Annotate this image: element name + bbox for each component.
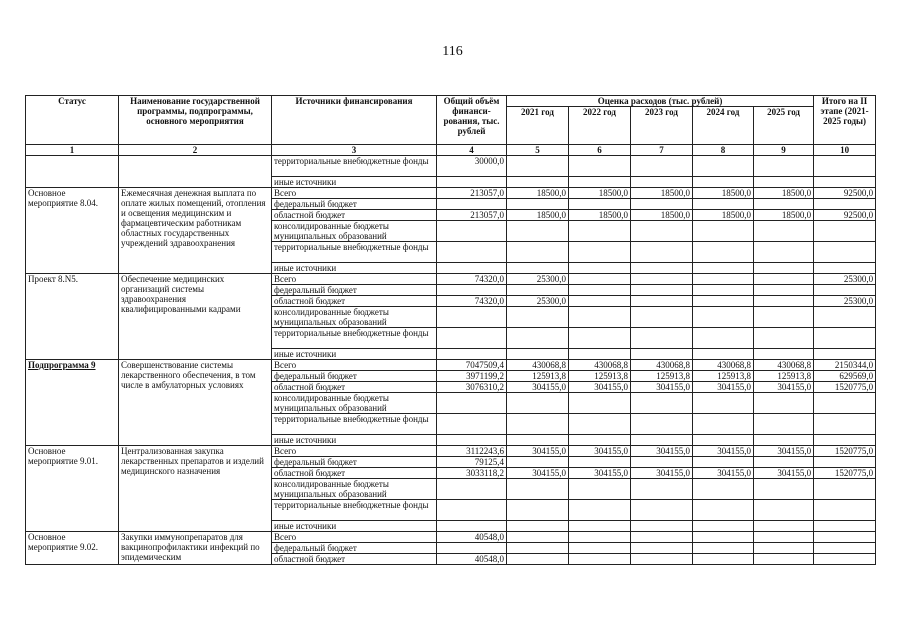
stage-total-cell [814,328,876,349]
total-cell [437,349,507,360]
year-value-cell [754,328,814,349]
year-value-cell [631,199,693,210]
column-number: 2 [119,145,272,156]
year-value-cell: 125913,8 [693,371,754,382]
year-value-cell [693,500,754,521]
year-value-cell [693,435,754,446]
year-value-cell [569,221,631,242]
source-cell: федеральный бюджет [272,543,437,554]
source-cell: Всего [272,360,437,371]
source-cell: Всего [272,274,437,285]
year-value-cell: 430068,8 [693,360,754,371]
name-cell: Закупки иммунопрепаратов для вакцинопрофилактики инфекций по эпидемическим [119,532,272,565]
year-value-cell [754,296,814,307]
total-cell [437,521,507,532]
year-value-cell [754,414,814,435]
year-value-cell: 18500,0 [631,210,693,221]
total-cell [437,307,507,328]
stage-total-cell: 25300,0 [814,296,876,307]
year-value-cell [631,435,693,446]
source-cell: территориальные внебюджетные фонды [272,242,437,263]
year-value-cell [507,500,569,521]
source-cell: федеральный бюджет [272,457,437,468]
year-value-cell [569,307,631,328]
name-cell: Совершенствование системы лекарственного обеспечения, в том числе в амбулаторных условиях [119,360,272,446]
financing-table [25,95,876,565]
year-value-cell [631,263,693,274]
source-cell: областной бюджет [272,554,437,565]
source-cell: территориальные внебюджетные фонды [272,500,437,521]
year-value-cell [754,500,814,521]
year-value-cell [507,328,569,349]
total-cell [437,435,507,446]
year-value-cell: 25300,0 [507,274,569,285]
year-value-cell [693,263,754,274]
year-value-cell [631,349,693,360]
source-cell: Всего [272,188,437,199]
year-value-cell [631,307,693,328]
year-value-cell: 25300,0 [507,296,569,307]
year-value-cell [631,521,693,532]
year-value-cell [507,199,569,210]
year-value-cell: 304155,0 [754,382,814,393]
stage-total-cell [814,414,876,435]
stage-total-cell [814,307,876,328]
year-value-cell [569,479,631,500]
total-cell [437,199,507,210]
year-value-cell [631,500,693,521]
year-value-cell: 304155,0 [693,468,754,479]
stage-total-cell: 1520775,0 [814,382,876,393]
source-cell: консолидированные бюджеты муниципальных образований [272,221,437,242]
year-value-cell [693,457,754,468]
header-year: 2024 год [693,107,754,145]
year-value-cell [693,393,754,414]
year-value-cell [569,500,631,521]
year-value-cell [754,554,814,565]
year-value-cell: 304155,0 [507,468,569,479]
year-value-cell [507,532,569,543]
name-cell: Централизованная закупка лекарственных препаратов и изделий медицинского назначения [119,446,272,532]
year-value-cell: 304155,0 [754,446,814,457]
total-cell [437,263,507,274]
year-value-cell [507,221,569,242]
year-value-cell [631,543,693,554]
year-value-cell [569,274,631,285]
year-value-cell [693,242,754,263]
year-value-cell [631,393,693,414]
year-value-cell [507,479,569,500]
year-value-cell [754,479,814,500]
stage-total-cell: 92500,0 [814,210,876,221]
year-value-cell [569,328,631,349]
year-value-cell [754,274,814,285]
total-cell [437,285,507,296]
year-value-cell [631,328,693,349]
year-value-cell [693,199,754,210]
year-value-cell [631,177,693,188]
stage-total-cell [814,457,876,468]
header-sources: Источники финансирования [272,96,437,145]
name-cell [119,156,272,188]
year-value-cell [754,263,814,274]
stage-total-cell [814,263,876,274]
table-row [26,156,876,177]
year-value-cell [754,393,814,414]
status-cell: Основное мероприятие 9.02. [26,532,119,565]
stage-total-cell [814,532,876,543]
year-value-cell [569,435,631,446]
header-year: 2021 год [507,107,569,145]
total-cell [437,414,507,435]
year-value-cell [507,307,569,328]
year-value-cell [693,274,754,285]
year-value-cell [631,532,693,543]
table-row [26,532,876,543]
column-number: 8 [693,145,754,156]
source-cell: территориальные внебюджетные фонды [272,328,437,349]
source-cell: федеральный бюджет [272,371,437,382]
year-value-cell [569,242,631,263]
year-value-cell: 18500,0 [693,210,754,221]
year-value-cell [693,479,754,500]
total-cell [437,500,507,521]
status-cell: Проект 8.N5. [26,274,119,360]
source-cell: иные источники [272,435,437,446]
year-value-cell [754,307,814,328]
year-value-cell: 304155,0 [569,468,631,479]
year-value-cell: 430068,8 [754,360,814,371]
year-value-cell [507,263,569,274]
year-value-cell [754,435,814,446]
total-cell: 3076310,2 [437,382,507,393]
source-cell: консолидированные бюджеты муниципальных образований [272,393,437,414]
total-cell: 79125,4 [437,457,507,468]
column-number: 5 [507,145,569,156]
year-value-cell [507,435,569,446]
year-value-cell: 125913,8 [754,371,814,382]
year-value-cell: 304155,0 [631,382,693,393]
year-value-cell [507,414,569,435]
total-cell: 74320,0 [437,274,507,285]
year-value-cell [693,285,754,296]
year-value-cell [693,554,754,565]
total-cell: 40548,0 [437,532,507,543]
year-value-cell: 304155,0 [693,446,754,457]
year-value-cell [631,554,693,565]
stage-total-cell: 92500,0 [814,188,876,199]
source-cell: областной бюджет [272,382,437,393]
year-value-cell: 18500,0 [754,210,814,221]
year-value-cell [754,543,814,554]
total-cell [437,177,507,188]
year-value-cell [631,242,693,263]
source-cell: территориальные внебюджетные фонды [272,414,437,435]
year-value-cell: 18500,0 [569,210,631,221]
year-value-cell [631,414,693,435]
year-value-cell [754,532,814,543]
year-value-cell [569,177,631,188]
column-number: 6 [569,145,631,156]
year-value-cell [693,521,754,532]
header-year: 2023 год [631,107,693,145]
total-cell [437,328,507,349]
table-row [26,188,876,199]
total-cell [437,221,507,242]
year-value-cell [693,307,754,328]
year-value-cell [507,543,569,554]
status-cell [26,360,119,446]
stage-total-cell: 25300,0 [814,274,876,285]
stage-total-cell [814,554,876,565]
year-value-cell [569,532,631,543]
year-value-cell [693,156,754,177]
year-value-cell [569,263,631,274]
status-cell: Основное мероприятие 8.04. [26,188,119,274]
column-number: 9 [754,145,814,156]
source-cell: консолидированные бюджеты муниципальных образований [272,479,437,500]
year-value-cell: 430068,8 [507,360,569,371]
source-cell: консолидированные бюджеты муниципальных образований [272,307,437,328]
page-number: 116 [442,44,463,59]
year-value-cell: 304155,0 [569,382,631,393]
year-value-cell [507,285,569,296]
year-value-cell [507,393,569,414]
year-value-cell [507,554,569,565]
year-value-cell: 125913,8 [569,371,631,382]
year-value-cell [507,349,569,360]
year-value-cell: 304155,0 [569,446,631,457]
stage-total-cell [814,156,876,177]
year-value-cell: 18500,0 [507,210,569,221]
year-value-cell [569,521,631,532]
column-number: 10 [814,145,876,156]
year-value-cell [754,199,814,210]
status-label: Подпрограмма 9 [28,360,96,370]
year-value-cell [693,414,754,435]
status-cell: Основное мероприятие 9.01. [26,446,119,532]
header-stage-total: Итого на II этапе (2021-2025 годы) [814,96,876,145]
year-value-cell [569,393,631,414]
year-value-cell: 304155,0 [631,468,693,479]
stage-total-cell [814,521,876,532]
source-cell: Всего [272,446,437,457]
year-value-cell [507,457,569,468]
total-cell: 3112243,6 [437,446,507,457]
source-cell: федеральный бюджет [272,199,437,210]
year-value-cell [569,156,631,177]
header-year: 2022 год [569,107,631,145]
year-value-cell [693,328,754,349]
total-cell [437,242,507,263]
year-value-cell [631,285,693,296]
source-cell: областной бюджет [272,296,437,307]
year-value-cell [754,521,814,532]
total-cell [437,393,507,414]
source-cell: областной бюджет [272,210,437,221]
year-value-cell [754,242,814,263]
stage-total-cell [814,242,876,263]
header-status: Статус [26,96,119,145]
total-cell: 213057,0 [437,188,507,199]
year-value-cell [569,285,631,296]
source-cell: иные источники [272,349,437,360]
header-year: 2025 год [754,107,814,145]
year-value-cell [754,156,814,177]
column-number: 3 [272,145,437,156]
total-cell: 74320,0 [437,296,507,307]
stage-total-cell: 629569,0 [814,371,876,382]
year-value-cell [569,414,631,435]
column-number: 7 [631,145,693,156]
year-value-cell [754,349,814,360]
stage-total-cell [814,199,876,210]
stage-total-cell [814,500,876,521]
column-numbers-row [26,145,876,156]
status-cell [26,156,119,188]
year-value-cell [507,242,569,263]
year-value-cell [569,457,631,468]
year-value-cell [693,221,754,242]
stage-total-cell [814,393,876,414]
year-value-cell: 18500,0 [693,188,754,199]
year-value-cell [631,156,693,177]
total-cell: 30000,0 [437,156,507,177]
year-value-cell: 304155,0 [693,382,754,393]
source-cell: федеральный бюджет [272,285,437,296]
column-number: 1 [26,145,119,156]
year-value-cell [569,349,631,360]
stage-total-cell: 1520775,0 [814,468,876,479]
year-value-cell [631,221,693,242]
year-value-cell [631,479,693,500]
source-cell: иные источники [272,521,437,532]
stage-total-cell [814,221,876,242]
year-value-cell: 304155,0 [507,382,569,393]
year-value-cell: 304155,0 [507,446,569,457]
stage-total-cell [814,285,876,296]
year-value-cell [507,156,569,177]
year-value-cell [507,521,569,532]
total-cell: 40548,0 [437,554,507,565]
year-value-cell: 18500,0 [754,188,814,199]
stage-total-cell [814,177,876,188]
year-value-cell: 430068,8 [631,360,693,371]
year-value-cell [693,543,754,554]
total-cell: 7047509,4 [437,360,507,371]
year-value-cell [754,221,814,242]
year-value-cell [631,274,693,285]
year-value-cell: 304155,0 [631,446,693,457]
name-cell: Обеспечение медицинских организаций системы здравоохранения квалифицированными кадрами [119,274,272,360]
year-value-cell [631,296,693,307]
year-value-cell: 18500,0 [631,188,693,199]
source-cell: Всего [272,532,437,543]
year-value-cell [754,457,814,468]
year-value-cell [569,296,631,307]
stage-total-cell: 1520775,0 [814,446,876,457]
stage-total-cell: 2150344,0 [814,360,876,371]
stage-total-cell [814,349,876,360]
table-row [26,446,876,457]
source-cell: иные источники [272,177,437,188]
header-total: Общий объём финанси-рования, тыс. рублей [437,96,507,145]
year-value-cell [754,285,814,296]
year-value-cell [507,177,569,188]
header-estimate: Оценка расходов (тыс. рублей) [507,96,814,107]
year-value-cell: 304155,0 [754,468,814,479]
year-value-cell: 430068,8 [569,360,631,371]
year-value-cell [693,349,754,360]
year-value-cell [693,532,754,543]
stage-total-cell [814,435,876,446]
table-row [26,360,876,371]
total-cell: 3971199,2 [437,371,507,382]
column-number: 4 [437,145,507,156]
source-cell: территориальные внебюджетные фонды [272,156,437,177]
year-value-cell [569,554,631,565]
year-value-cell [631,457,693,468]
year-value-cell [693,296,754,307]
year-value-cell: 18500,0 [569,188,631,199]
total-cell: 213057,0 [437,210,507,221]
total-cell: 3033118,2 [437,468,507,479]
year-value-cell [569,199,631,210]
year-value-cell [754,177,814,188]
year-value-cell: 125913,8 [507,371,569,382]
total-cell [437,479,507,500]
year-value-cell [693,177,754,188]
table-row [26,274,876,285]
year-value-cell: 125913,8 [631,371,693,382]
header-name: Наименование государственной программы, подпрограммы, основного мероприятия [119,96,272,145]
year-value-cell: 18500,0 [507,188,569,199]
source-cell: иные источники [272,263,437,274]
stage-total-cell [814,543,876,554]
year-value-cell [569,543,631,554]
total-cell [437,543,507,554]
name-cell: Ежемесячная денежная выплата по оплате жилых помещений, отопления и освещения медицинским и фармацевтическим работникам областных государственных учреждений здравоохранения [119,188,272,274]
stage-total-cell [814,479,876,500]
source-cell: областной бюджет [272,468,437,479]
